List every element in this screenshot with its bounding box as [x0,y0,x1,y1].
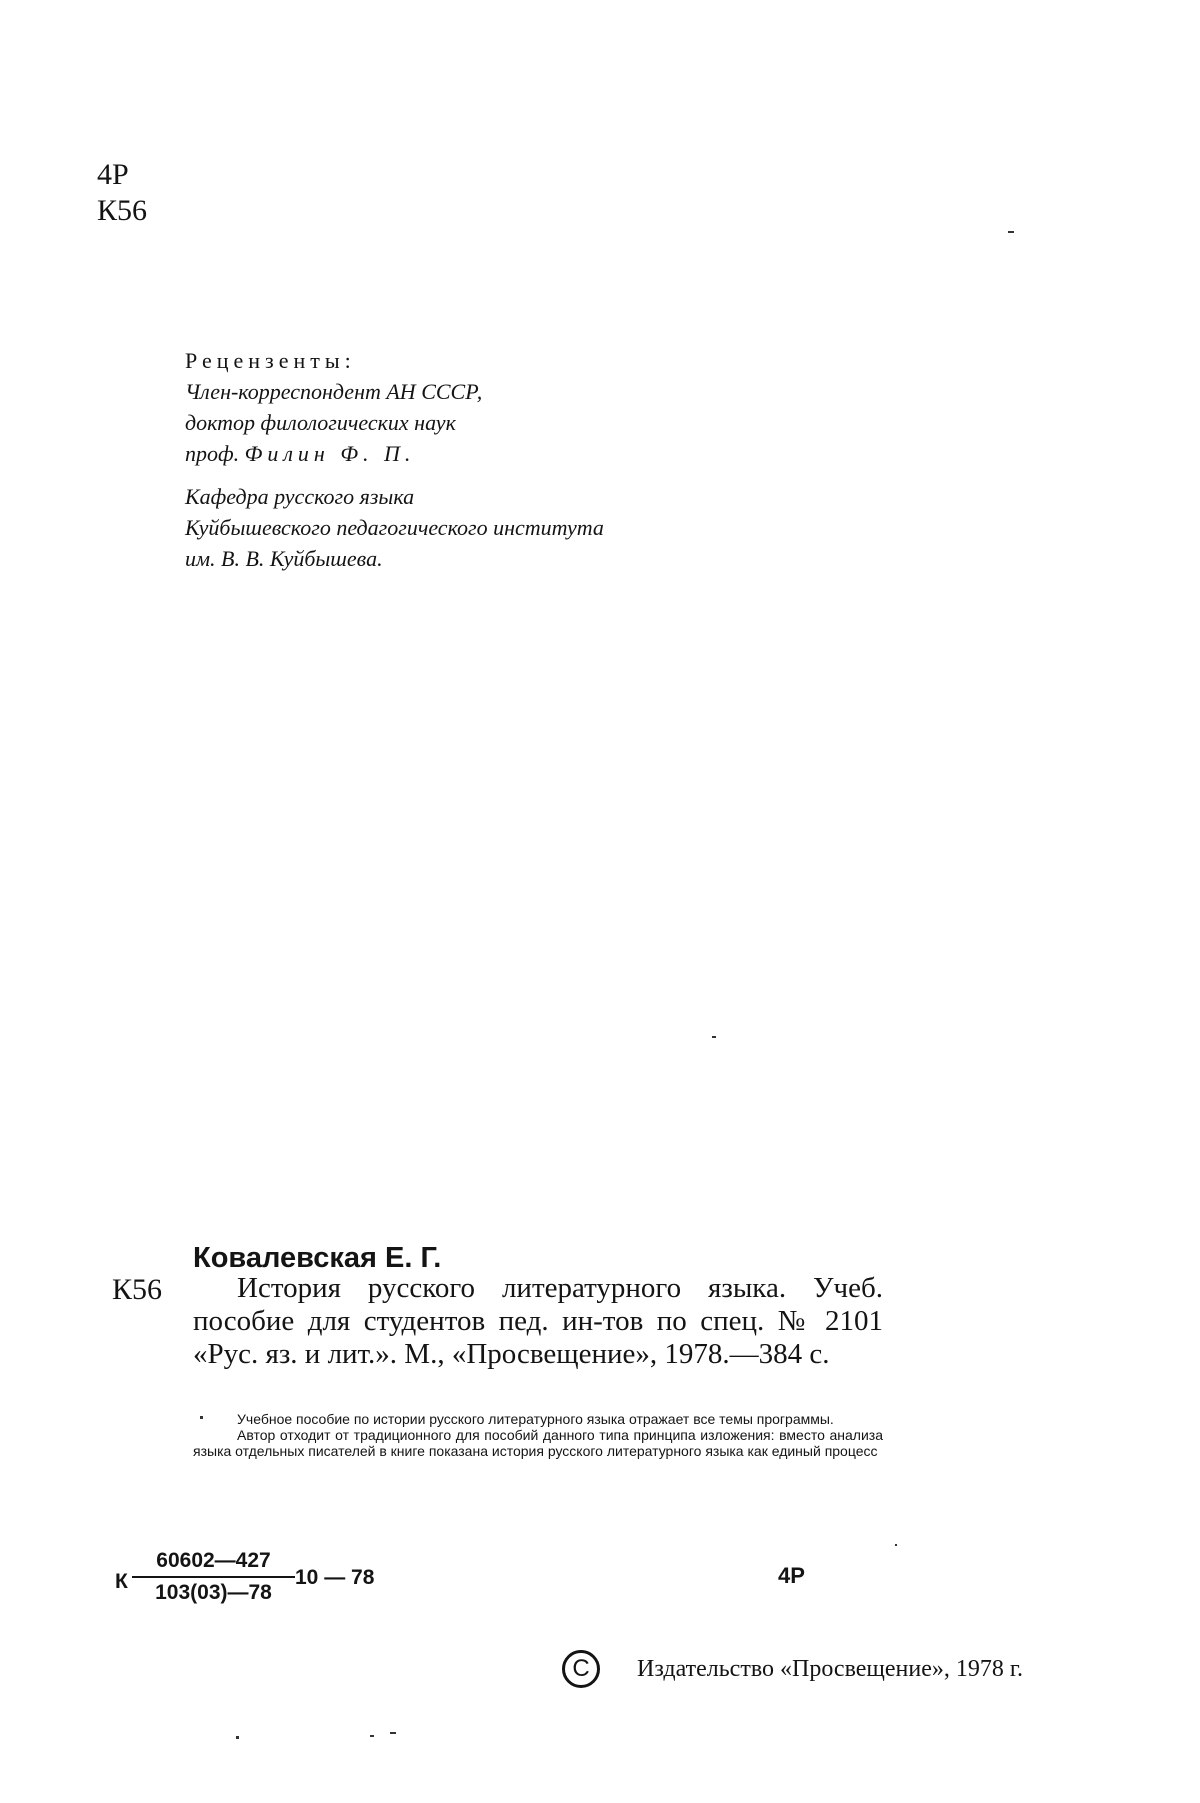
scan-speck [712,1036,716,1038]
reviewers-heading: Рецензенты: [185,348,356,373]
reviewer-line: доктор филологических наук [185,410,456,435]
reviewer-prof-name: Филин Ф. П. [244,441,416,466]
catalog-index: К56 [112,1273,163,1306]
reviewer-institution [185,481,604,574]
classification-group: 4Р [778,1563,805,1588]
reviewer-line: Член-корреспондент АН СССР, [185,379,483,404]
scan-speck [370,1735,374,1737]
classification-line-2: К56 [97,194,148,227]
annotation-paragraph: Учебное пособие по истории русского литературного языка отражает все темы программы. [237,1411,834,1427]
bibliographic-description: История русского литературного языка. Учеб. пособие для студентов пед. ин-тов по спец. № 2101 «Рус. яз. и лит.». М., «Просвещение», 1978.—384 с. [193,1272,883,1370]
classification-code [97,157,147,229]
scan-speck [1008,231,1014,233]
scan-speck [390,1732,396,1734]
index-fraction [132,1548,295,1606]
index-suffix: 10 — 78 [295,1566,375,1589]
copyright-text: Издательство «Просвещение», 1978 г. [637,1656,1024,1682]
reviewer-line: Кафедра русского языка [185,484,415,509]
reviewer-line: Куйбышевского педагогического института [185,515,604,540]
annotation [193,1411,883,1459]
scan-speck [895,1544,897,1546]
author-name: Ковалевская Е. Г. [193,1242,442,1274]
index-letter: К [115,1570,128,1593]
classification-line-1: 4Р [97,158,129,191]
reviewer-line: им. В. В. Куйбышева. [185,546,383,571]
reviewer-prof-prefix: проф. [185,441,240,466]
scan-speck [236,1736,239,1739]
fraction-bar [132,1576,295,1578]
fraction-numerator: 60602—427 [156,1549,271,1572]
reviewer-prof-line [185,438,604,469]
fraction-denominator: 103(03)—78 [155,1581,272,1604]
copyright-icon: C [562,1650,600,1688]
scan-speck [200,1416,203,1419]
reviewers-block [185,345,604,574]
annotation-paragraph: Автор отходит от традиционного для пособий данного типа принципа изложения: вместо анализа языка отдельных писателей в книге показана история русского литературного языка как единый процесс [193,1427,883,1459]
